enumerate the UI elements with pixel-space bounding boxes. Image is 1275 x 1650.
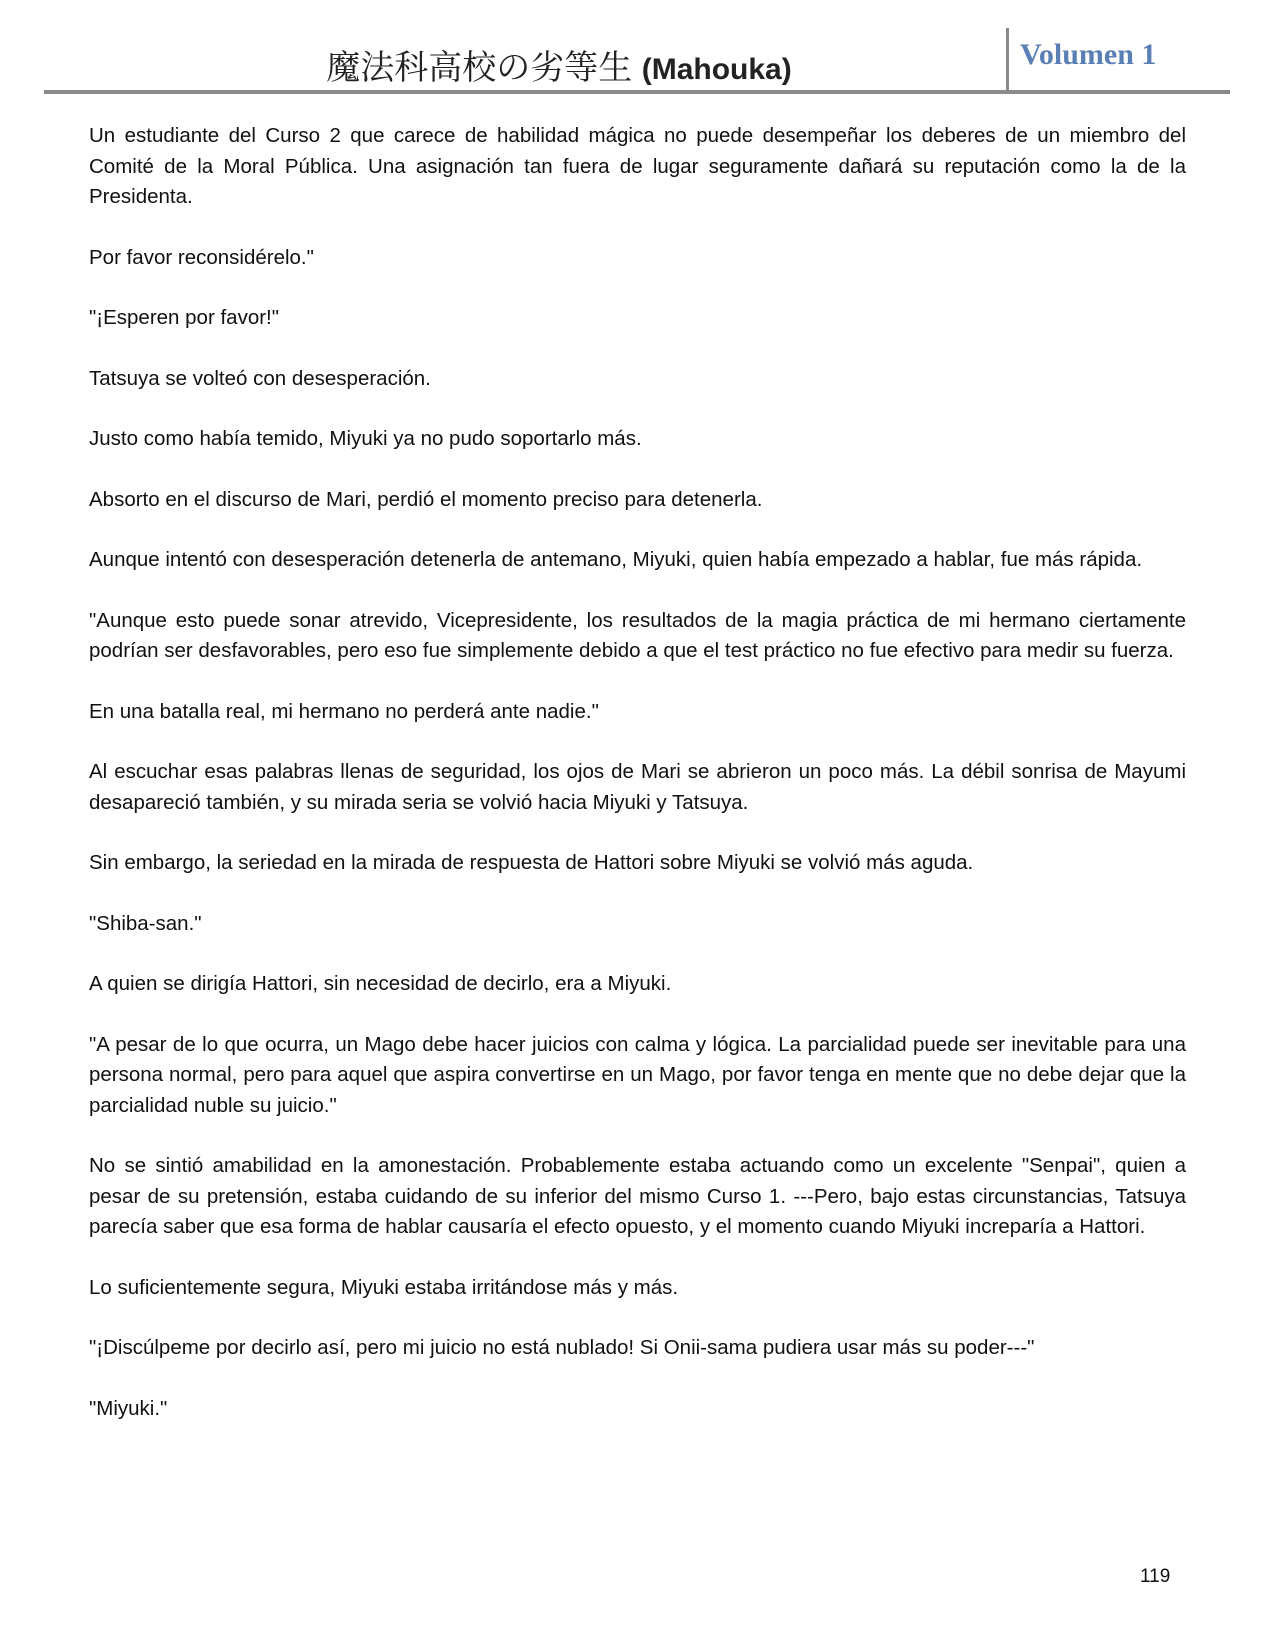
paragraph: "Shiba-san." (89, 911, 202, 935)
paragraph: Sin embargo, la seriedad en la mirada de respuesta de Hattori sobre Miyuki se volvió más aguda. (89, 851, 974, 874)
paragraph: Tatsuya se volteó con desesperación. (89, 366, 431, 390)
header-divider-vertical (1006, 28, 1009, 92)
book-title-latin: (Mahouka) (641, 53, 792, 86)
paragraph: Absorto en el discurso de Mari, perdió el momento preciso para detenerla. (89, 487, 763, 511)
body-text (89, 121, 1186, 1454)
paragraph: "¡Esperen por favor!" (89, 306, 280, 329)
paragraph: "Miyuki." (89, 1396, 168, 1420)
page-header (44, 28, 1230, 94)
volume-label: Volumen 1 (1020, 38, 1157, 71)
paragraph: En una batalla real, mi hermano no perderá ante nadie." (89, 699, 599, 723)
paragraph: Por favor reconsidérelo." (89, 245, 314, 269)
paragraph: Al escuchar esas palabras llenas de seguridad, los ojos de Mari se abrieron un poco más. La débil sonrisa de Mayumi desapareció también, y su mirada seria se volvió hacia Miyuki y Tatsuya. (89, 760, 1186, 814)
paragraph: Un estudiante del Curso 2 que carece de habilidad mágica no puede desempeñar los deberes de un miembro del Comité de la Moral Pública. Una asignación tan fuera de lugar seguramente dañará su reputación como la de la Presidenta. (89, 124, 1186, 208)
paragraph: No se sintió amabilidad en la amonestación. Probablemente estaba actuando como un excelente "Senpai", quien a pesar de su pretensión, estaba cuidando de su inferior del mismo Curso 1. ---Pero, bajo estas circunstancias, Tatsuya parecía saber que esa forma de hablar causaría el efecto opuesto, y el momento cuando Miyuki increparía a Hattori. (89, 1154, 1186, 1238)
paragraph: "¡Discúlpeme por decirlo así, pero mi juicio no está nublado! Si Onii-sama pudiera usar más su poder---" (89, 1336, 1035, 1359)
paragraph: Lo suficientemente segura, Miyuki estaba irritándose más y más. (89, 1275, 679, 1299)
paragraph: A quien se dirigía Hattori, sin necesidad de decirlo, era a Miyuki. (89, 972, 672, 995)
book-title (259, 40, 859, 89)
page-number: 119 (1140, 1566, 1171, 1587)
book-title-japanese: 魔法科高校の劣等生 (326, 49, 633, 87)
paragraph: Justo como había temido, Miyuki ya no pudo soportarlo más. (89, 427, 642, 450)
paragraph: "A pesar de lo que ocurra, un Mago debe hacer juicios con calma y lógica. La parcialidad puede ser inevitable para una persona normal, pero para aquel que aspira convertirse en un Mago, por favor tenga en mente que no debe dejar que la parcialidad nuble su juicio." (89, 1032, 1186, 1117)
header-rule (44, 90, 1230, 94)
paragraph: Aunque intentó con desesperación detenerla de antemano, Miyuki, quien había empezado a hablar, fue más rápida. (89, 548, 1143, 571)
paragraph: "Aunque esto puede sonar atrevido, Vicepresidente, los resultados de la magia práctica de mi hermano ciertamente podrían ser desfavorables, pero eso fue simplemente debido a que el test práctico no fue efectivo para medir su fuerza. (89, 608, 1186, 662)
